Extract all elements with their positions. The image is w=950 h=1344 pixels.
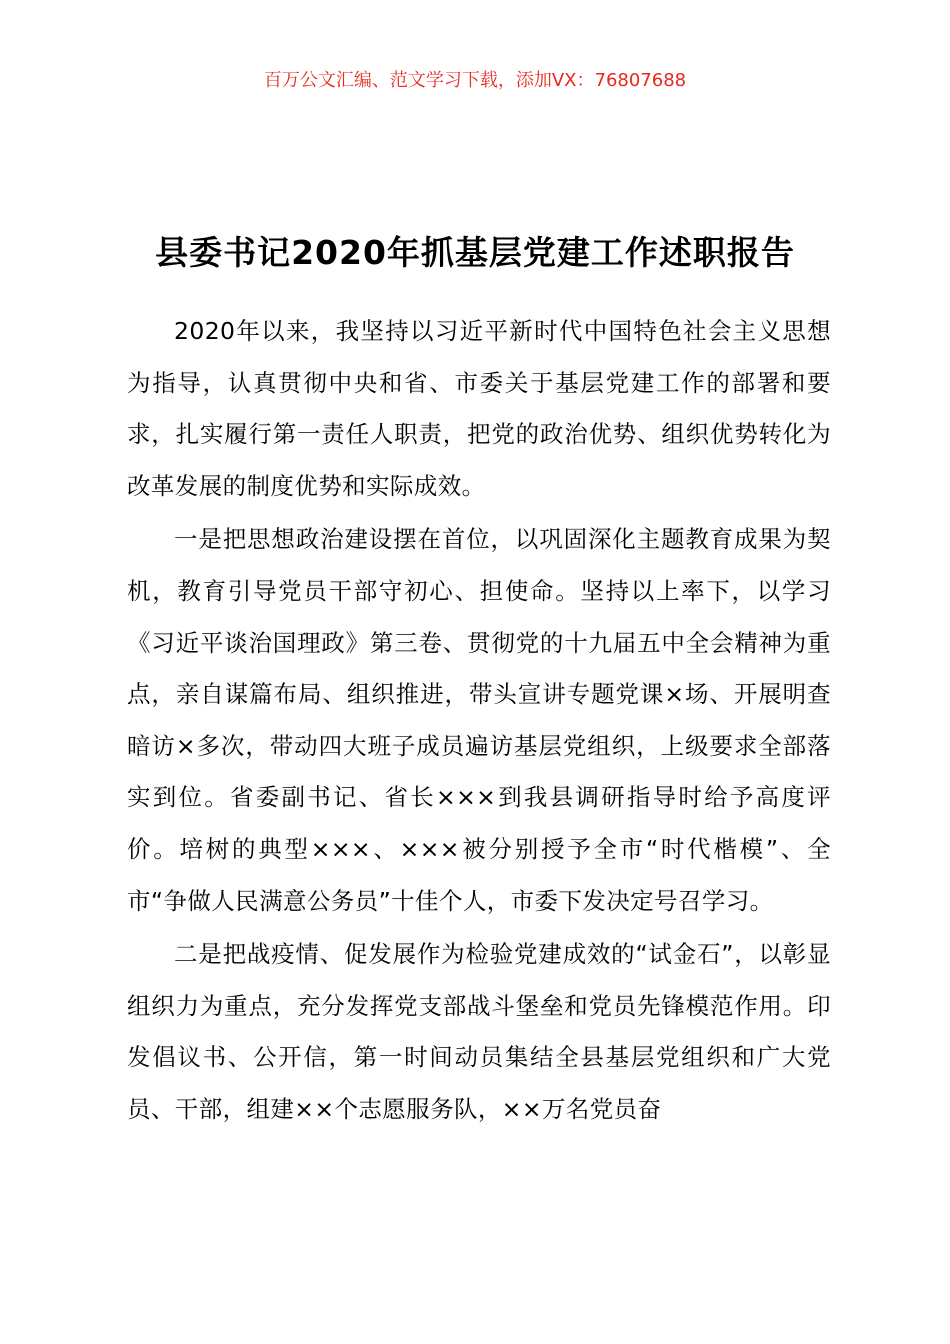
document-body [127,306,831,1138]
paragraph-point-one: 一是把思想政治建设摆在首位，以巩固深化主题教育成果为契机，教育引导党员干部守初心、担使命。坚持以上率下，以学习《习近平谈治国理政》第三卷、贯彻党的十九届五中全会精神为重点，亲自谋篇布局、组织推进，带头宣讲专题党课×场、开展明查暗访×多次，带动四大班子成员遍访基层党组织，上级要求全部落实到位。省委副书记、省长×××到我县调研指导时给予高度评价。培树的典型×××、×××被分别授予全市“时代楷模”、全市“争做人民满意公务员”十佳个人，市委下发决定号召学习。 [127,525,831,915]
paragraph-point-two: 二是把战疫情、促发展作为检验党建成效的“试金石”，以彰显组织力为重点，充分发挥党支部战斗堡垒和党员先锋模范作用。印发倡议书、公开信，第一时间动员集结全县基层党组织和广大党员、干部，组建××个志愿服务队，××万名党员奋 [127,940,831,1123]
header-banner: 百万公文汇编、范文学习下载，添加VX：76807688 [263,70,687,91]
paragraph-intro: 2020年以来，我坚持以习近平新时代中国特色社会主义思想为指导，认真贯彻中央和省、市委关于基层党建工作的部署和要求，扎实履行第一责任人职责，把党的政治优势、组织优势转化为改革发展的制度优势和实际成效。 [127,317,831,500]
document-title: 县委书记2020年抓基层党建工作述职报告 [155,233,795,273]
